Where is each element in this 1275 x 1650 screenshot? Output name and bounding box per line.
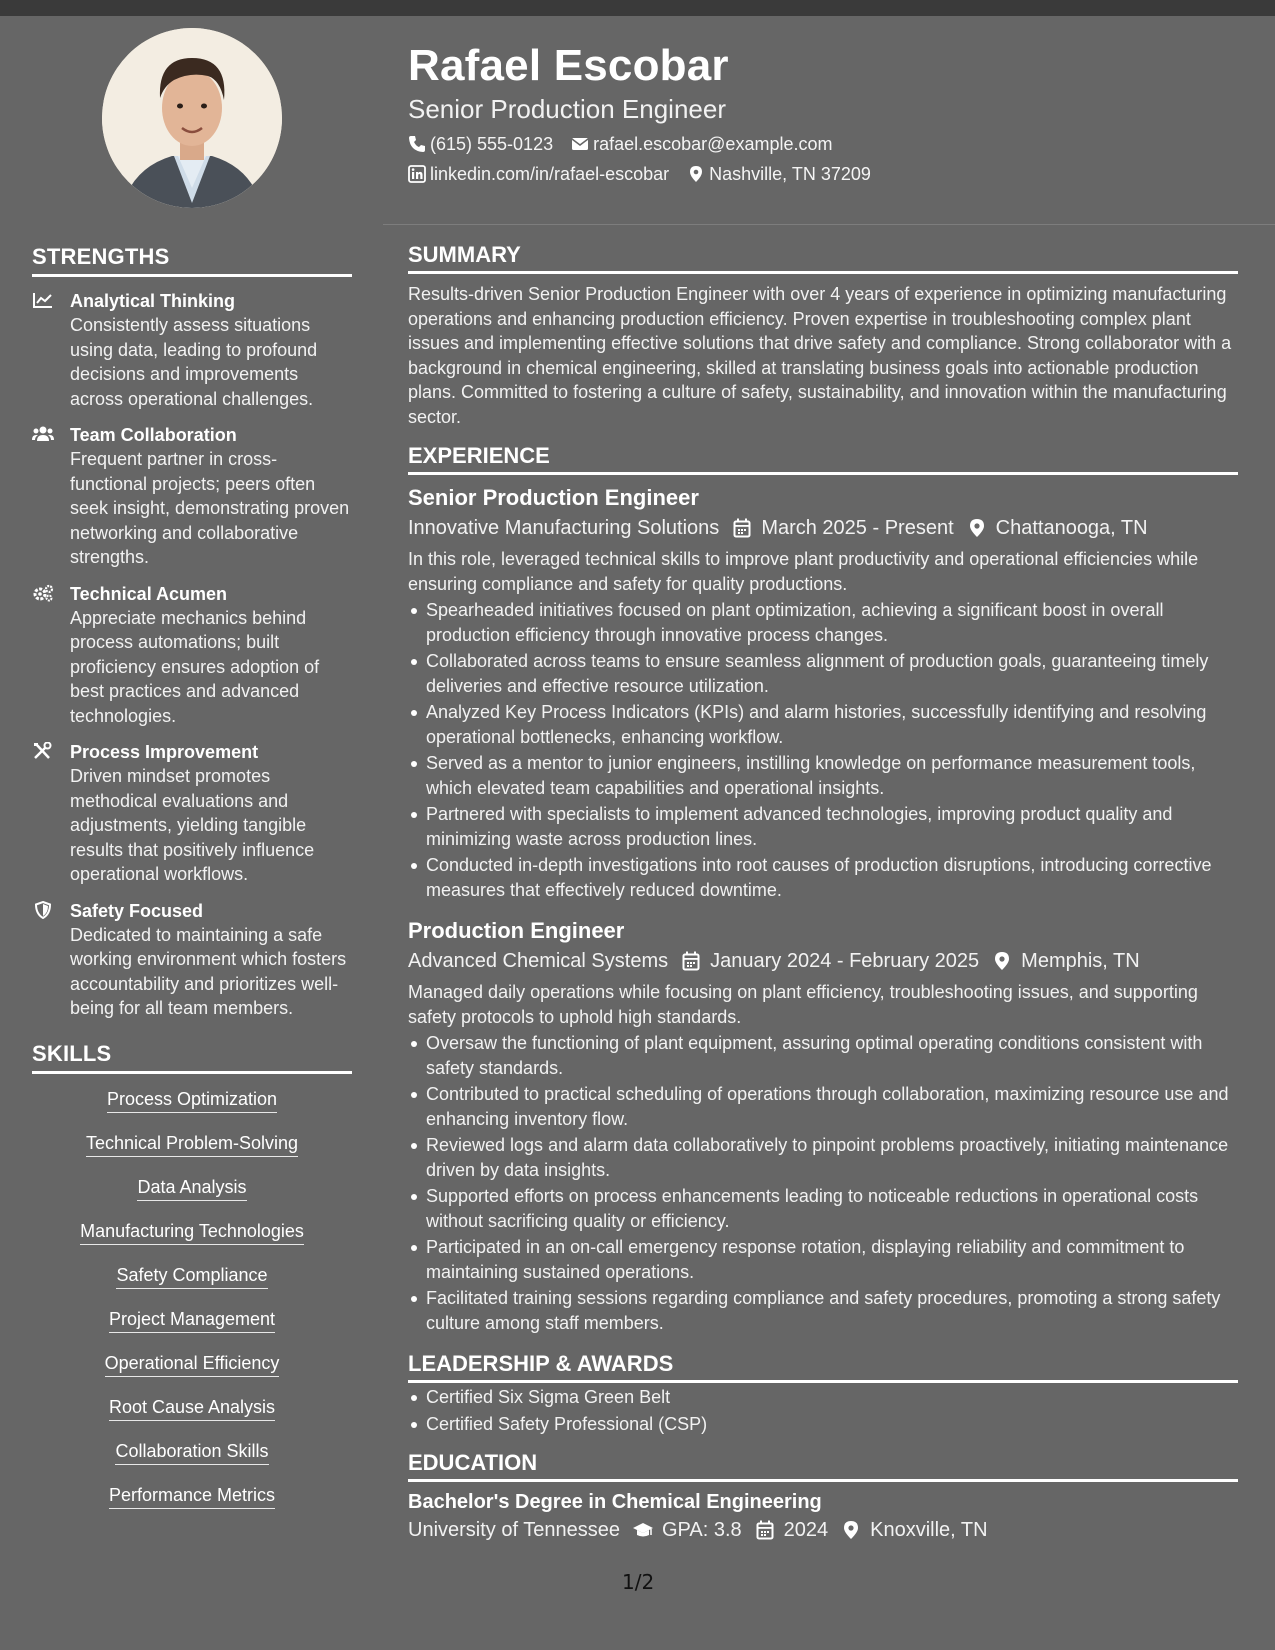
- strengths-heading: STRENGTHS: [32, 244, 352, 277]
- bullet-item: Facilitated training sessions regarding compliance and safety procedures, promoting a strong safety culture among staff members.: [408, 1286, 1238, 1335]
- skill-tag: Data Analysis: [137, 1176, 246, 1201]
- bullet-item: Oversaw the functioning of plant equipment, assuring optimal operating conditions consistent with safety standards.: [408, 1031, 1238, 1080]
- skill-tag: Project Management: [109, 1308, 275, 1333]
- company-name: Innovative Manufacturing Solutions: [408, 517, 720, 539]
- school-location: Knoxville, TN: [870, 1519, 988, 1541]
- calendar-icon: [733, 518, 751, 538]
- experience-heading: EXPERIENCE: [408, 443, 1238, 475]
- job-dates: January 2024 - February 2025: [710, 950, 980, 972]
- skill-tag: Operational Efficiency: [105, 1352, 280, 1377]
- email-link[interactable]: rafael.escobar@example.com: [593, 134, 833, 154]
- person-role: Senior Production Engineer: [408, 94, 726, 124]
- bullet-item: Participated in an on-call emergency response rotation, displaying reliability and commitment to maintaining sustained operations.: [408, 1235, 1238, 1284]
- bullet-item: Spearheaded initiatives focused on plant optimization, achieving a significant boost in overall production efficiency through innovative process changes.: [408, 598, 1238, 647]
- users-icon: [32, 423, 70, 570]
- job-meta: [408, 513, 1238, 543]
- skill-tag: Manufacturing Technologies: [80, 1220, 304, 1245]
- job-description: In this role, leveraged technical skills to improve plant productivity and operational efficiencies while ensuring compliance and safety for quality productions.: [408, 549, 1199, 594]
- strength-title: Process Improvement: [70, 742, 259, 762]
- phone-text: (615) 555-0123: [430, 134, 554, 154]
- bullet-item: Supported efforts on process enhancements leading to noticeable reductions in operational costs without sacrificing quality or efficiency.: [408, 1184, 1238, 1233]
- summary-text: Results-driven Senior Production Engineer with over 4 years of experience in optimizing manufacturing operations and enhancing production efficiency. Proven expertise in troubleshooting complex plant issues and implementing effective solutions that drive safety and compliance. Strong collaborator with a background in chemical engineering, skilled at translating business goals into actionable production plans. Committed to fostering a culture of safety, sustainability, and innovation within the manufacturing sector.: [408, 284, 1232, 427]
- calendar-icon: [754, 1520, 776, 1540]
- person-name: Rafael Escobar: [408, 41, 729, 90]
- sidebar: [32, 28, 352, 1528]
- strength-item: [32, 740, 352, 887]
- strength-title: Technical Acumen: [70, 583, 228, 604]
- bullet-item: Conducted in-depth investigations into root causes of production disruptions, introducing corrective measures that effectively reduced downtime.: [408, 853, 1238, 902]
- shield-icon: [32, 899, 70, 1021]
- header-divider: [383, 224, 1275, 225]
- bullet-item: Contributed to practical scheduling of operations through collaboration, maximizing resource use and enhancing inventory flow.: [408, 1082, 1238, 1131]
- grad-year: 2024: [783, 1519, 829, 1541]
- job-title: Production Engineer: [408, 918, 625, 943]
- degree-title: Bachelor's Degree in Chemical Engineering: [408, 1491, 822, 1513]
- strength-item: [32, 289, 352, 411]
- strength-text: Appreciate mechanics behind process automations; built proficiency ensures adoption of best practices and advanced technologies.: [70, 607, 320, 726]
- company-name: Advanced Chemical Systems: [408, 950, 669, 972]
- envelope-icon: [571, 135, 589, 153]
- job-location: Chattanooga, TN: [995, 517, 1148, 539]
- awards-list: [408, 1385, 1238, 1436]
- strength-text: Frequent partner in cross-functional projects; peers often seek insight, demonstrating proven networking and collaborative strengths.: [70, 449, 350, 567]
- job-entry: [408, 916, 1238, 1335]
- job-bullets: [408, 598, 1238, 902]
- job-description: Managed daily operations while focusing on plant efficiency, troubleshooting issues, and supporting safety protocols to uphold high standards.: [408, 982, 1198, 1027]
- awards-heading: LEADERSHIP & AWARDS: [408, 1351, 1238, 1383]
- contact-row: [408, 162, 1238, 186]
- gears-icon: [32, 582, 70, 729]
- linkedin-icon: [408, 165, 426, 183]
- map-pin-icon: [687, 165, 705, 183]
- job-location: Memphis, TN: [1021, 950, 1140, 972]
- bullet-item: Partnered with specialists to implement advanced technologies, improving product quality and minimizing waste across production lines.: [408, 802, 1238, 851]
- viewer-top-bar: [0, 0, 1275, 16]
- skill-tag: Process Optimization: [107, 1088, 277, 1113]
- bullet-item: Served as a mentor to junior engineers, instilling knowledge on performance measurement tools, which elevated team capabilities and operational insights.: [408, 751, 1238, 800]
- skills-list: [32, 1088, 352, 1528]
- strength-text: Driven mindset promotes methodical evaluations and adjustments, yielding tangible results that positively influence operational workflows.: [70, 766, 315, 884]
- strength-text: Consistently assess situations using data, leading to profound decisions and improvements across operational challenges.: [70, 315, 318, 409]
- award-item: Certified Six Sigma Green Belt: [408, 1385, 1238, 1410]
- job-entry: [408, 483, 1238, 902]
- education-meta: [408, 1516, 1238, 1544]
- education-heading: EDUCATION: [408, 1450, 1238, 1482]
- job-meta: [408, 946, 1238, 976]
- job-dates: March 2025 - Present: [761, 517, 954, 539]
- skill-tag: Safety Compliance: [116, 1264, 267, 1289]
- graduation-cap-icon: [632, 1520, 654, 1540]
- skill-tag: Collaboration Skills: [115, 1440, 268, 1465]
- location-text: Nashville, TN 37209: [709, 164, 871, 184]
- strength-title: Safety Focused: [70, 900, 204, 921]
- resume-header: [408, 40, 1238, 186]
- profile-photo: [102, 28, 282, 208]
- skill-tag: Root Cause Analysis: [109, 1396, 275, 1421]
- strength-title: Analytical Thinking: [70, 291, 236, 311]
- school-name: University of Tennessee: [408, 1519, 620, 1541]
- award-item: Certified Safety Professional (CSP): [408, 1412, 1238, 1437]
- strength-item: [32, 899, 352, 1021]
- strength-text: Dedicated to maintaining a safe working environment which fosters accountability and prioritizes well-being for all team members.: [70, 924, 347, 1018]
- contact-row: [408, 132, 1238, 156]
- job-bullets: [408, 1031, 1238, 1335]
- bullet-item: Collaborated across teams to ensure seamless alignment of production goals, guaranteeing timely deliveries and effective resource utilization.: [408, 649, 1238, 698]
- bullet-item: Reviewed logs and alarm data collaboratively to pinpoint problems proactively, initiating maintenance driven by data insights.: [408, 1133, 1238, 1182]
- strength-item: [32, 582, 352, 729]
- strength-item: [32, 423, 352, 570]
- job-title: Senior Production Engineer: [408, 485, 699, 510]
- skill-tag: Technical Problem-Solving: [86, 1132, 298, 1157]
- bullet-item: Analyzed Key Process Indicators (KPIs) and alarm histories, successfully identifying and resolving operational bottlenecks, enhancing workflow.: [408, 700, 1238, 749]
- map-pin-icon: [968, 518, 986, 538]
- main-content: [408, 242, 1238, 1544]
- strength-title: Team Collaboration: [70, 425, 237, 445]
- skill-tag: Performance Metrics: [109, 1484, 275, 1509]
- page-indicator: 1/2: [622, 1570, 655, 1594]
- phone-icon: [408, 135, 426, 153]
- chart-line-icon: [32, 289, 70, 411]
- calendar-icon: [682, 951, 700, 971]
- map-pin-icon: [993, 951, 1011, 971]
- tools-icon: [32, 740, 70, 887]
- skills-heading: SKILLS: [32, 1041, 352, 1074]
- linkedin-link[interactable]: linkedin.com/in/rafael-escobar: [430, 164, 670, 184]
- summary-heading: SUMMARY: [408, 242, 1238, 274]
- map-pin-icon: [840, 1520, 862, 1540]
- gpa-text: GPA: 3.8: [661, 1519, 742, 1541]
